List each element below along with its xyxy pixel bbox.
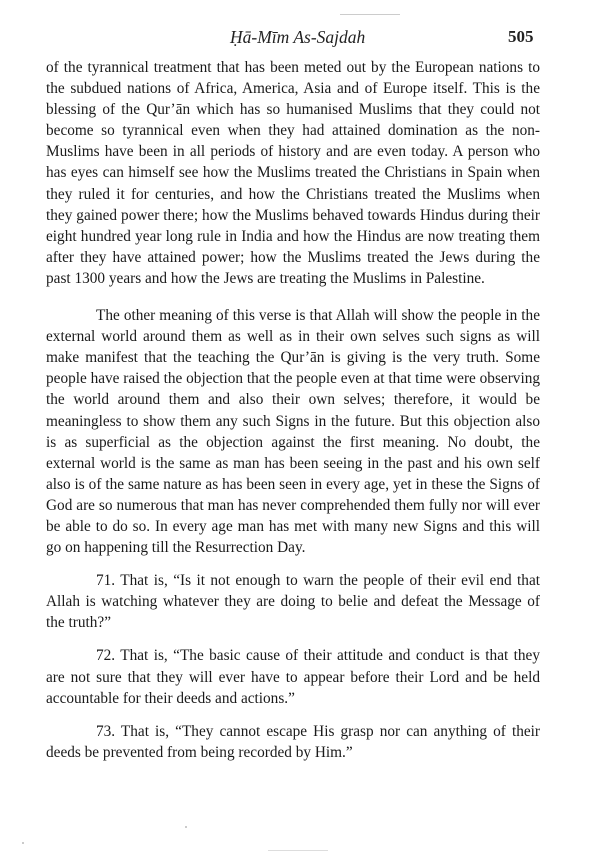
scan-speck xyxy=(340,14,400,15)
paragraph-continuation: of the tyrannical treatment that has been meted out by the European nations to the subdued nations of Africa, America, Asia and of Europe itself. This is the blessing of the Qur’ān which has so humanised Muslims that they could not become so tyrannical even when they had attained domination as the non-Muslims have been in all periods of history and are even today. A person who has eyes can himself see how the Muslims treated the Christians in Spain when they ruled it for centuries, and how the Christians treated the Muslims when they gained power there; how the Muslims behaved towards Hindus during their eight hundred year long rule in India and how the Hindus are now treating them after they have attained power; how the Muslims treated the Jews during the past 1300 years and how the Jews are treating the Muslims in Palestine. xyxy=(46,59,540,287)
note-73: 73. That is, “They cannot escape His grasp nor can anything of their deeds be prevented from being recorded by Him.” xyxy=(46,722,540,761)
page-number: 505 xyxy=(508,27,534,46)
paragraph-other-meaning: The other meaning of this verse is that Allah will show the people in the external world around them as well as in their own selves such signs as will make manifest that the teaching the Qur’ān is giving is the very truth. Some people have raised the objection that the people even at that time were observing the world around them and also their own selves; therefore, it would be meaningless to show them any such Signs in the future. But this objection also is as superficial as the objection against the first meaning. No doubt, the external world is the same as man has been seeing in the past and his own self also is of the same nature as has been seen in every age, yet in these the Signs of God are so numerous that man has never comprehended them fully nor will ever be able to do so. In every age man has met with many new Signs and this will go on happening till the Resurrection Day. xyxy=(46,307,540,557)
scan-speck xyxy=(22,842,24,844)
body-text xyxy=(46,57,540,763)
running-header-title: Ḥā-Mīm As-Sajdah xyxy=(230,27,366,47)
note-72: 72. That is, “The basic cause of their attitude and conduct is that they are not sure that they will ever have to appear before their Lord and be held accountable for their deeds and actions.” xyxy=(46,647,540,707)
scan-speck xyxy=(185,826,187,828)
scan-speck xyxy=(268,850,328,851)
note-71: 71. That is, “Is it not enough to warn the people of their evil end that Allah is watching whatever they are doing to belie and defeat the Message of the truth?” xyxy=(46,572,540,632)
